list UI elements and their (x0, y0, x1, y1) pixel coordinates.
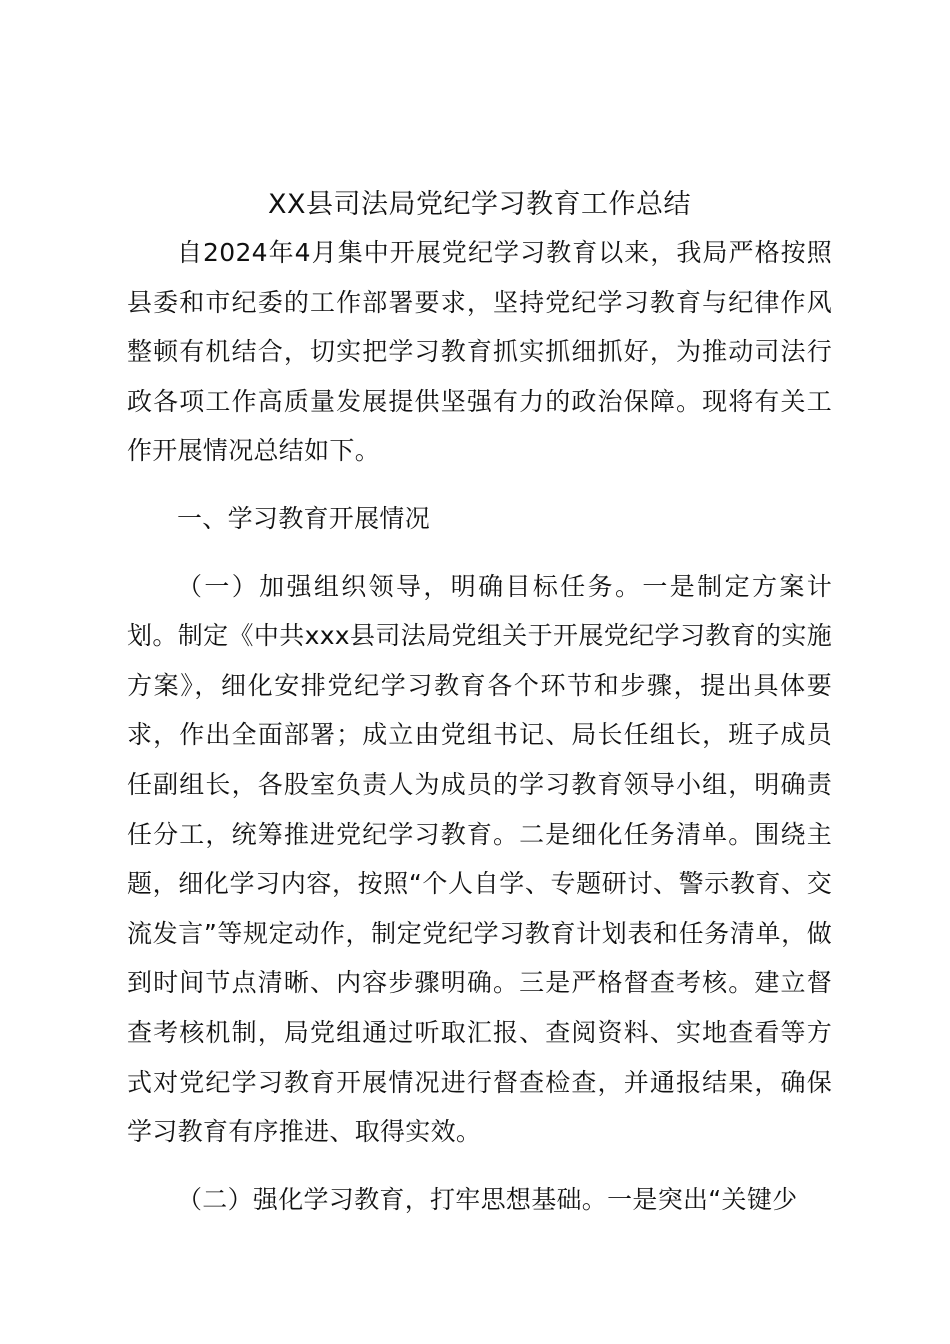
subsection-paragraph-1: （一）加强组织领导，明确目标任务。一是制定方案计划。制定《中共xxx县司法局党组关于开展党纪学习教育的实施方案》，细化安排党纪学习教育各个环节和步骤，提出具体要求，作出全面部署；成立由党组书记、局长任组长，班子成员任副组长，各股室负责人为成员的学习教育领导小组，明确责任分工，统筹推进党纪学习教育。二是细化任务清单。围绕主题，细化学习内容，按照“个人自学、专题研讨、警示教育、交流发言”等规定动作，制定党纪学习教育计划表和任务清单，做到时间节点清晰、内容步骤明确。三是严格督查考核。建立督查考核机制，局党组通过听取汇报、查阅资料、实地查看等方式对党纪学习教育开展情况进行督查检查，并通报结果，确保学习教育有序推进、取得实效。 (127, 571, 832, 1147)
document-title: XX县司法局党纪学习教育工作总结 (268, 189, 691, 220)
intro-paragraph: 自2024年4月集中开展党纪学习教育以来，我局严格按照县委和市纪委的工作部署要求，坚持党纪学习教育与纪律作风整顿有机结合，切实把学习教育抓实抓细抓好，为推动司法行政各项工作高质量发展提供坚强有力的政治保障。现将有关工作开展情况总结如下。 (127, 238, 832, 466)
document-body (127, 182, 832, 1224)
section-heading: 一、学习教育开展情况 (177, 503, 431, 533)
subsection-paragraph-2: （二）强化学习教育，打牢思想基础。一是突出“关键少 (177, 1184, 798, 1214)
